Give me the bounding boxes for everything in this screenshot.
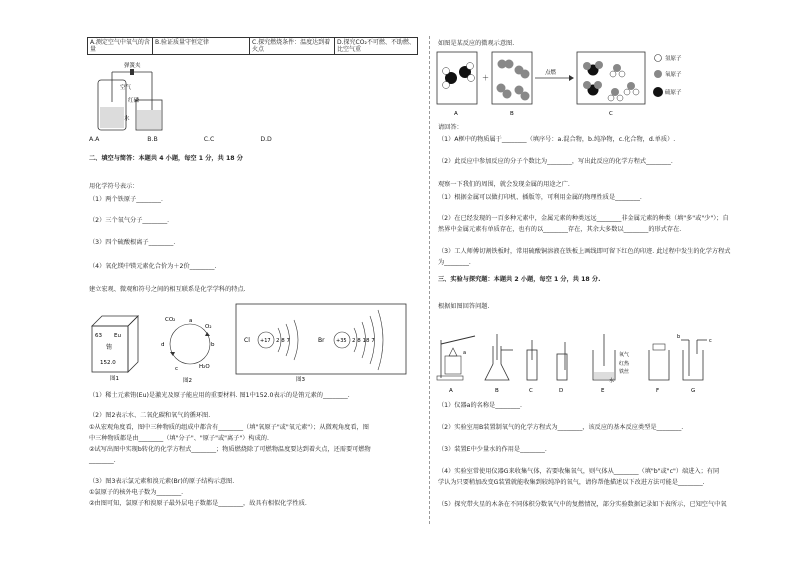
answer-a[interactable]: A.A [89, 136, 100, 143]
figure2-cycle [155, 312, 225, 384]
q2-line-1: （1）稀土元素铕(Eu)是激光及原子能应用的重要材料. 图1中152.0表示的是铕元素的________. [89, 392, 350, 399]
q2-intro: 建立宏观、微观和符号之间的相互联系是化学学科的特点. [89, 286, 246, 293]
legend-sulfur: 硫原子 [665, 90, 682, 96]
air-apparatus-figure [88, 62, 178, 134]
q-item-4: （4）氧化镁中镁元素化合价为＋2价________. [89, 263, 217, 270]
iron-wire-label: 铁丝 [619, 369, 630, 375]
red-phosphorus-label: 红磷 [128, 98, 140, 104]
app-f: F [656, 388, 660, 394]
exp-intro: 根据如图回答问题. [438, 303, 490, 310]
app-c: C [529, 388, 533, 394]
element-name: 铕 [106, 344, 113, 351]
br-nucleus: +35 [336, 338, 347, 344]
reply-prompt: 请回答： [438, 124, 463, 131]
app-g: G [691, 388, 696, 394]
arrow-d: d [161, 342, 165, 348]
metal-line-3: 然界中金属元素有单质存在，也有的以________存在，其余大多数以________的形式存在. [438, 226, 682, 233]
app-d: D [559, 388, 564, 394]
atomic-mass: 152.0 [100, 360, 116, 366]
exp-line-4: （4）实验室常使用仪器G来收集气体，若要收集氧气，则气体从________（填"b"或"c"）端进入；有同 [438, 468, 720, 475]
legend-hydrogen: 氢原子 [665, 56, 682, 62]
answer-c[interactable]: C.C [203, 136, 215, 143]
q2-line-6: ________. [89, 457, 116, 464]
exp-line-2: （2）实验室用B装置制氧气的化学方程式为________，该反应的基本反应类型是________. [438, 424, 684, 431]
reaction-diagram [437, 52, 687, 120]
red-hot-label: 红热 [619, 361, 630, 367]
exp-line-3: （3）装置E中少量水的作用是________. [438, 446, 547, 453]
figure1-element-card [92, 316, 152, 382]
micro-q1: （1）A框中的物质属于________（填序号：a.混合物，b.纯净物，c.化合物，d.单质）. [438, 136, 676, 143]
apparatus-figure [435, 320, 715, 396]
options-table [87, 37, 418, 55]
q2-line-2: （2）图2表示水、二氧化碳和氧气的循环图. [89, 412, 211, 419]
port-c-label: c [709, 338, 712, 344]
section2-title: 二、填空与简答：本题共 4 小题，每空 1 分，共 18 分 [89, 155, 243, 162]
o2-label: O₂ [205, 324, 212, 330]
q2-line-7: （3）图3表示氯元素和溴元素(Br)的原子结构示意图. [89, 478, 235, 485]
metal-intro: 观察一下我们的周围，就会发现金属的用途之广. [438, 181, 570, 188]
q2-line-4: 中三种物质都是由________（填"分子"、"原子"或"离子"）构成的. [89, 435, 269, 442]
app-a: A [449, 388, 453, 394]
q2-line-3: ①从宏观角度看，图中三种物质的组成中都含有________（填"氧原子"或"氧元素"）；从微观角度看，图 [89, 424, 369, 431]
q-item-1: （1）两个铁原子________． [89, 196, 168, 203]
arrow-c: c [175, 366, 179, 372]
box-b-label: B [510, 111, 514, 117]
figure2-caption: 图2 [183, 378, 192, 384]
element-symbol: Eu [114, 333, 121, 339]
clip-label: 弹簧夹 [124, 63, 141, 69]
metal-line-2: （2）在已经发现的一百多种元素中，金属元素的种类远远________非金属元素的种类（填"多"或"少"）；自 [438, 215, 729, 222]
figure1-caption: 图1 [110, 376, 119, 382]
oxygen-label: 氧气 [619, 352, 630, 358]
q2-line-8: ①氯原子的核外电子数为________. [89, 489, 184, 496]
metal-line-5: 为________. [438, 259, 471, 266]
water-e-label: 水 [609, 378, 615, 384]
figure3-atomic-structure [236, 304, 408, 384]
arrow-a: a [189, 318, 193, 324]
br-shells: 2 8 18 7 [352, 338, 375, 344]
option-c: C.探究燃烧条件：温度达到着火点 [250, 38, 335, 55]
q2-line-9: ②由图可知，氯原子和溴原子最外层电子数都是________，故具有相似化学性质. [89, 500, 307, 507]
reaction-condition: 点燃 [545, 70, 557, 76]
app-b: B [495, 388, 499, 394]
cl-nucleus: +17 [260, 338, 271, 344]
q-item-3: （3）四个硫酸根离子________． [89, 239, 180, 246]
metal-line-1: （1）根据金属可以做打印机、插版等，可利用金属的物理性质是________. [438, 194, 642, 201]
air-label: 空气 [120, 85, 132, 91]
plus-sign: ＋ [482, 74, 489, 82]
h2o-label: H₂O [199, 364, 210, 370]
legend-oxygen: 氧原子 [665, 72, 682, 78]
option-a: A.测定空气中氧气的含量 [88, 38, 153, 55]
q2-line-5: ②试写出图中实现b转化的化学方程式________；物质燃烧除了可燃物温度要达到着火点，还需要可燃物 [89, 446, 371, 453]
exp-line-1: （1）仪器a的名称是________. [438, 402, 522, 409]
section3-title: 三、实验与探究题：本题共 2 小题，每空 1 分，共 18 分. [438, 276, 601, 283]
port-b-label: b [677, 334, 681, 340]
micro-intro: 如图是某反应的微观示意图. [438, 40, 515, 47]
instrument-a-label: a [463, 350, 467, 356]
figure3-caption: 图3 [296, 377, 305, 383]
cl-symbol: Cl [244, 337, 250, 344]
cl-shells: 2 8 7 [276, 338, 290, 344]
metal-line-4: （3）工人师傅切割铁板时，常用硫酸铜溶液在铁板上画线即可留下红色的印迹. 此过程中发生的化学方程式 [438, 248, 731, 255]
box-a-label: A [454, 111, 458, 117]
option-d: D.探究CO₂不可燃、不助燃、比空气重 [335, 38, 418, 55]
q-intro: 用化学符号表示： [89, 183, 139, 190]
exp-line-6: （5）探究带火星的木条在不同体积分数氧气中的复燃情况，部分实验数据记录如下表所示，已知空气中氧 [438, 501, 727, 508]
box-c-label: C [609, 111, 613, 117]
micro-q2: （2）此反应中参加反应的分子个数比为________，写出此反应的化学方程式________. [438, 158, 673, 165]
co2-label: CO₂ [165, 317, 176, 323]
water-label: 水 [124, 116, 130, 122]
option-b: B.验证质量守恒定律 [153, 38, 250, 55]
app-e: E [601, 388, 605, 394]
answer-d[interactable]: D.D [260, 136, 272, 143]
answer-b[interactable]: B.B [147, 136, 158, 143]
column-divider [429, 36, 430, 524]
exp-line-5: 学认为只要稍加改变G装置就能收集到较纯净的氧气，请你帮他描述以下改进方法可能是________. [438, 479, 705, 486]
q-item-2: （2）三个氧气分子________． [89, 217, 174, 224]
arrow-b: b [211, 342, 215, 348]
answer-options [89, 136, 272, 144]
br-symbol: Br [318, 337, 325, 344]
atomic-number: 63 [95, 333, 102, 339]
